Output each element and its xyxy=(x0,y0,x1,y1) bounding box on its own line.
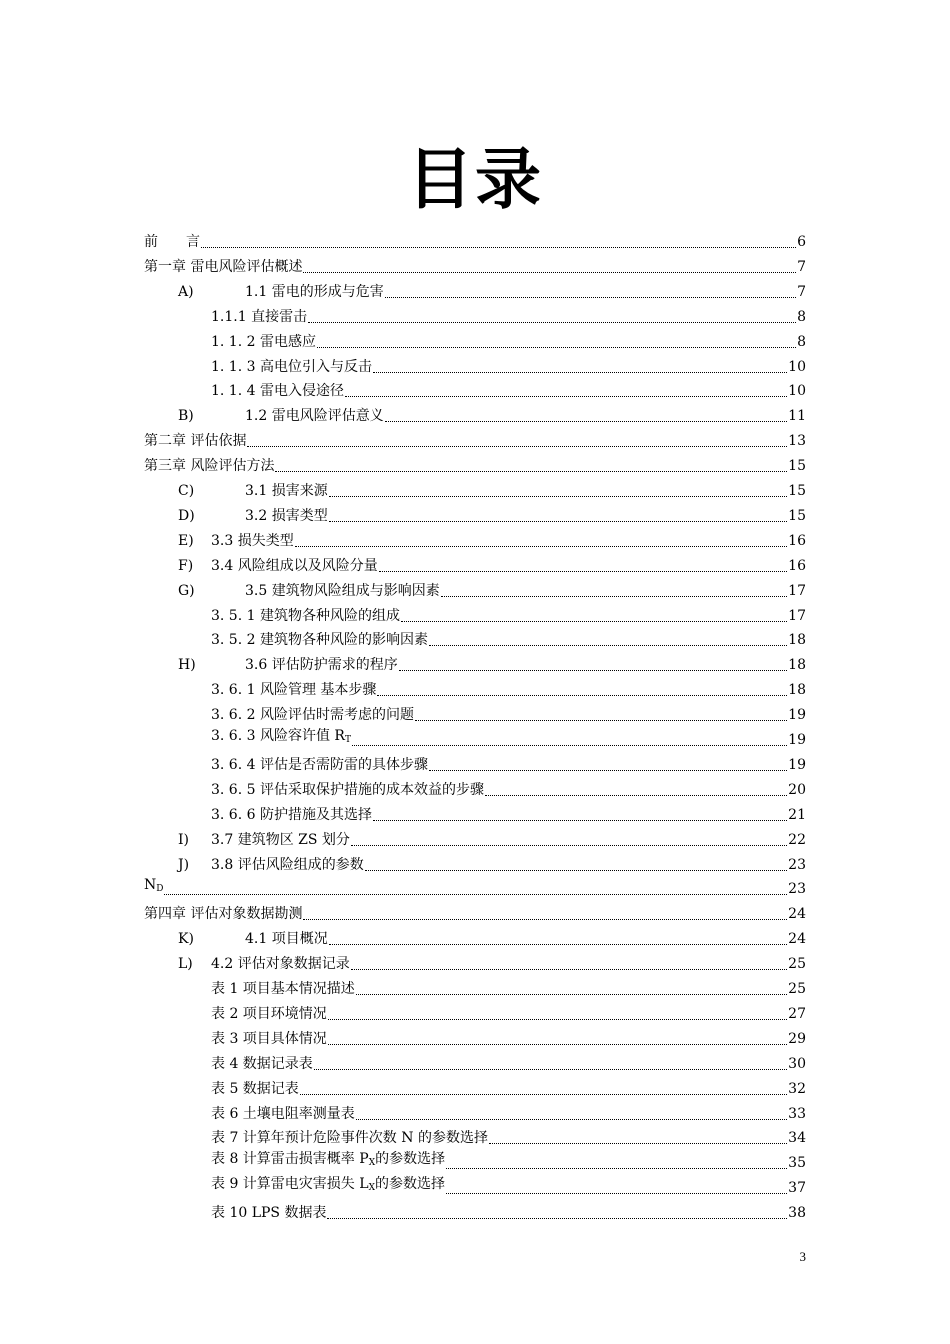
toc-entry-label: 第一章 雷电风险评估概述 xyxy=(144,258,303,275)
toc-entry-subscript: T xyxy=(344,735,351,745)
toc-entry-page: 35 xyxy=(788,1155,806,1172)
toc-entry-label: 表 7 计算年预计危险事件次数 N 的参数选择 xyxy=(211,1130,488,1147)
toc-entry[interactable] xyxy=(144,226,806,251)
toc-entry-label: 表 8 计算雷击损害概率 $P_X$的参数选择 xyxy=(211,1151,446,1169)
toc-dot-leader xyxy=(164,892,787,895)
toc-entry[interactable] xyxy=(178,500,806,525)
toc-entry[interactable] xyxy=(211,1122,806,1147)
toc-entry-marker: A) xyxy=(178,283,194,300)
toc-entry[interactable] xyxy=(144,251,806,276)
toc-dot-leader xyxy=(377,693,787,696)
toc-entry-page: 34 xyxy=(788,1130,806,1147)
toc-entry[interactable] xyxy=(144,425,806,450)
toc-entry-label: 3. 5. 2 建筑物各种风险的影响因素 xyxy=(211,632,428,649)
toc-dot-leader xyxy=(328,1017,787,1020)
toc-entry-page: 21 xyxy=(788,806,806,823)
toc-entry-label: 3. 6. 6 防护措施及其选择 xyxy=(211,806,372,823)
toc-entry-page: 24 xyxy=(788,931,806,948)
toc-dot-leader xyxy=(351,843,787,846)
toc-dot-leader xyxy=(441,594,787,597)
toc-entry-label: 3. 6. 5 评估采取保护措施的成本效益的步骤 xyxy=(211,781,484,798)
toc-entry-marker: L) xyxy=(178,956,193,973)
toc-dot-leader xyxy=(317,345,796,348)
toc-entry-marker: F) xyxy=(178,557,194,574)
toc-dot-leader xyxy=(328,1042,787,1045)
toc-dot-leader xyxy=(329,942,787,945)
toc-entry-label: 1.1 雷电的形成与危害 xyxy=(245,283,384,300)
toc-entry-page: 27 xyxy=(788,1005,806,1022)
toc-entry[interactable] xyxy=(178,649,806,674)
toc-entry-label: 第三章 风险评估方法 xyxy=(144,458,275,475)
toc-entry[interactable] xyxy=(178,400,806,425)
toc-entry[interactable] xyxy=(144,450,806,475)
toc-entry[interactable] xyxy=(211,749,806,774)
toc-dot-leader xyxy=(314,1067,787,1070)
toc-entry-page: 15 xyxy=(788,507,806,524)
toc-entry-page: 23 xyxy=(788,881,806,898)
toc-entry-page: 19 xyxy=(788,756,806,773)
toc-dot-leader xyxy=(446,1191,787,1194)
toc-dot-leader xyxy=(379,569,787,572)
toc-entry-label: 3.7 建筑物区 ZS 划分 xyxy=(211,831,350,848)
toc-entry-label: 3.1 损害来源 xyxy=(245,483,328,499)
toc-dot-leader xyxy=(401,619,787,622)
toc-dot-leader xyxy=(329,519,787,522)
toc-entry-page: 13 xyxy=(788,433,806,450)
toc-entry-label: 3.6 评估防护需求的程序 xyxy=(245,657,398,674)
toc-entry-label: 表 9 计算雷电灾害损失 $L_X$的参数选择 xyxy=(211,1176,445,1194)
toc-dot-leader xyxy=(415,718,787,721)
toc-entry-label: 表 3 项目具体情况 xyxy=(211,1030,327,1047)
toc-entry-label: 3.3 损失类型 xyxy=(211,532,294,549)
toc-entry-page: 30 xyxy=(788,1055,806,1072)
toc-dot-leader xyxy=(275,469,787,472)
toc-entry-label: 前 言 xyxy=(144,234,200,250)
toc-entry-label: 1. 1. 3 高电位引入与反击 xyxy=(211,358,372,375)
toc-entry-label: 表 5 数据记表 xyxy=(211,1080,299,1097)
toc-dot-leader xyxy=(356,992,787,995)
toc-entry[interactable] xyxy=(178,575,806,600)
toc-entry-page: 25 xyxy=(788,956,806,973)
toc-entry[interactable] xyxy=(211,1023,806,1048)
toc-entry-page: 37 xyxy=(788,1180,806,1197)
toc-entry-page: 38 xyxy=(788,1205,806,1222)
toc-entry[interactable] xyxy=(178,550,806,575)
toc-entry[interactable] xyxy=(178,276,806,301)
toc-entry[interactable] xyxy=(211,1147,806,1172)
toc-entry-marker: H) xyxy=(178,657,196,674)
toc-entry-label: 3.5 建筑物风险组成与影响因素 xyxy=(245,582,440,599)
toc-entry-page: 20 xyxy=(788,781,806,798)
toc-entry-page: 25 xyxy=(788,981,806,997)
toc-entry-page: 23 xyxy=(788,856,806,873)
toc-entry-marker: K) xyxy=(178,931,194,948)
toc-dot-leader xyxy=(295,544,787,547)
toc-entry-label: 第二章 评估依据 xyxy=(144,433,247,450)
toc-entry[interactable] xyxy=(211,998,806,1023)
toc-entry[interactable] xyxy=(211,351,806,376)
toc-entry[interactable] xyxy=(211,1197,806,1222)
toc-entry-page: 10 xyxy=(788,358,806,375)
toc-dot-leader xyxy=(385,295,796,298)
toc-entry[interactable] xyxy=(211,699,806,724)
toc-dot-leader xyxy=(351,967,787,970)
toc-entry-page: 16 xyxy=(788,557,806,574)
toc-entry[interactable] xyxy=(211,674,806,699)
toc-entry[interactable] xyxy=(178,525,806,550)
toc-entry-page: 29 xyxy=(788,1030,806,1047)
toc-entry-label: 3.8 评估风险组成的参数 xyxy=(211,856,364,873)
toc-dot-leader xyxy=(300,1092,787,1095)
toc-entry-page: 22 xyxy=(788,831,806,848)
toc-entry-label: 1.2 雷电风险评估意义 xyxy=(245,408,384,425)
toc-entry-label: 表 6 土壤电阻率测量表 xyxy=(211,1105,355,1122)
toc-entry-label: 3. 6. 3 风险容许值 $R_T$ xyxy=(211,728,351,745)
toc-dot-leader xyxy=(429,768,787,771)
toc-entry-label: 3.4 风险组成以及风险分量 xyxy=(211,557,378,574)
toc-entry[interactable] xyxy=(211,326,806,351)
toc-dot-leader xyxy=(308,320,796,323)
toc-entry-subscript: D xyxy=(156,884,164,895)
toc-entry[interactable] xyxy=(178,923,806,948)
toc-entry[interactable] xyxy=(178,948,806,973)
toc-dot-leader xyxy=(303,270,796,273)
toc-entry-label: 第四章 评估对象数据勘测 xyxy=(144,906,303,923)
toc-entry-label: 表 1 项目基本情况描述 xyxy=(211,981,355,997)
toc-dot-leader xyxy=(352,743,787,746)
toc-entry[interactable] xyxy=(144,898,806,923)
toc-entry-label: 1. 1. 2 雷电感应 xyxy=(211,333,316,350)
toc-entry-label: $N_D$ xyxy=(144,877,164,895)
toc-entry-label: 3. 6. 2 风险评估时需考虑的问题 xyxy=(211,707,414,724)
toc-entry-page: 7 xyxy=(797,283,806,300)
toc-entry[interactable] xyxy=(211,301,806,326)
toc-entry[interactable] xyxy=(211,799,806,824)
toc-dot-leader xyxy=(303,917,787,920)
toc-entry[interactable] xyxy=(211,973,806,998)
toc-dot-leader xyxy=(365,868,787,871)
toc-entry-label: 表 4 数据记录表 xyxy=(211,1055,313,1072)
toc-dot-leader xyxy=(489,1141,787,1144)
toc-entry[interactable] xyxy=(211,600,806,625)
toc-entry[interactable] xyxy=(211,1172,806,1197)
toc-entry-page: 15 xyxy=(788,458,806,475)
toc-entry-page: 17 xyxy=(788,582,806,599)
toc-dot-leader xyxy=(345,394,787,397)
toc-entry-page: 7 xyxy=(797,258,806,275)
toc-dot-leader xyxy=(356,1117,787,1120)
page-number: 3 xyxy=(799,1249,806,1264)
toc-entry-marker: J) xyxy=(178,856,190,873)
toc-entry-subscript: X xyxy=(368,1158,376,1169)
toc-entry-page: 33 xyxy=(788,1105,806,1122)
toc-entry-label: 3. 6. 1 风险管理 基本步骤 xyxy=(211,682,377,699)
toc-entry-page: 15 xyxy=(788,483,806,499)
toc-dot-leader xyxy=(399,668,787,671)
toc-entry[interactable] xyxy=(178,824,806,849)
toc-entry[interactable] xyxy=(211,375,806,400)
toc-entry[interactable] xyxy=(178,849,806,874)
toc-dot-leader xyxy=(327,1216,787,1219)
toc-dot-leader xyxy=(485,793,787,796)
toc-entry-page: 18 xyxy=(788,632,806,649)
toc-entry-label: 4.2 评估对象数据记录 xyxy=(211,956,350,973)
toc-entry-page: 8 xyxy=(797,308,806,325)
toc-entry-page: 11 xyxy=(788,408,806,425)
toc-dot-leader xyxy=(429,643,787,646)
toc-entry-marker: I) xyxy=(178,831,189,848)
toc-entry-subscript: X xyxy=(368,1183,375,1194)
toc-entry-page: 6 xyxy=(797,234,806,250)
toc-dot-leader xyxy=(373,818,787,821)
toc-title: 目录 xyxy=(407,141,543,218)
toc-entry-page: 10 xyxy=(788,383,806,400)
toc-entry-marker: G) xyxy=(178,582,195,599)
toc-dot-leader xyxy=(446,1166,787,1169)
toc-dot-leader xyxy=(329,494,787,497)
toc-entry[interactable] xyxy=(211,1098,806,1123)
toc-entry-marker: C) xyxy=(178,483,195,499)
toc-entry[interactable] xyxy=(144,873,806,898)
toc-dot-leader xyxy=(247,444,787,447)
toc-entry[interactable] xyxy=(211,624,806,649)
toc-entry-label: 3. 5. 1 建筑物各种风险的组成 xyxy=(211,607,400,624)
toc-entry-page: 32 xyxy=(788,1080,806,1097)
toc-entry[interactable] xyxy=(178,475,806,500)
toc-entry-label: 4.1 项目概况 xyxy=(245,931,328,948)
toc-entry-page: 19 xyxy=(788,707,806,724)
toc-entry-page: 17 xyxy=(788,607,806,624)
toc-entry-marker: E) xyxy=(178,532,194,549)
toc-dot-leader xyxy=(385,419,787,422)
toc-entry-label: 3.2 损害类型 xyxy=(245,507,328,524)
toc-entry[interactable] xyxy=(211,1073,806,1098)
toc-entry-label: 1. 1. 4 雷电入侵途径 xyxy=(211,383,344,400)
toc-dot-leader xyxy=(201,245,796,248)
toc-entry-page: 19 xyxy=(788,732,806,748)
toc-entry-page: 8 xyxy=(797,333,806,350)
toc-entry[interactable] xyxy=(211,1048,806,1073)
toc-entry-label: 表 2 项目环境情况 xyxy=(211,1005,327,1022)
toc-entry-marker: D) xyxy=(178,507,195,524)
toc-entry[interactable] xyxy=(211,774,806,799)
toc-entry-page: 16 xyxy=(788,532,806,549)
toc-entry-label: 3. 6. 4 评估是否需防雷的具体步骤 xyxy=(211,756,428,773)
toc-entry-page: 18 xyxy=(788,657,806,674)
toc-entry-page: 18 xyxy=(788,682,806,699)
toc-entry-marker: B) xyxy=(178,408,194,425)
toc-entry-page: 24 xyxy=(788,906,806,923)
toc-entry[interactable] xyxy=(211,724,806,749)
toc-entry-label: 1.1.1 直接雷击 xyxy=(211,308,308,325)
toc-dot-leader xyxy=(373,370,787,373)
toc-entry-label: 表 10 LPS 数据表 xyxy=(211,1205,327,1222)
